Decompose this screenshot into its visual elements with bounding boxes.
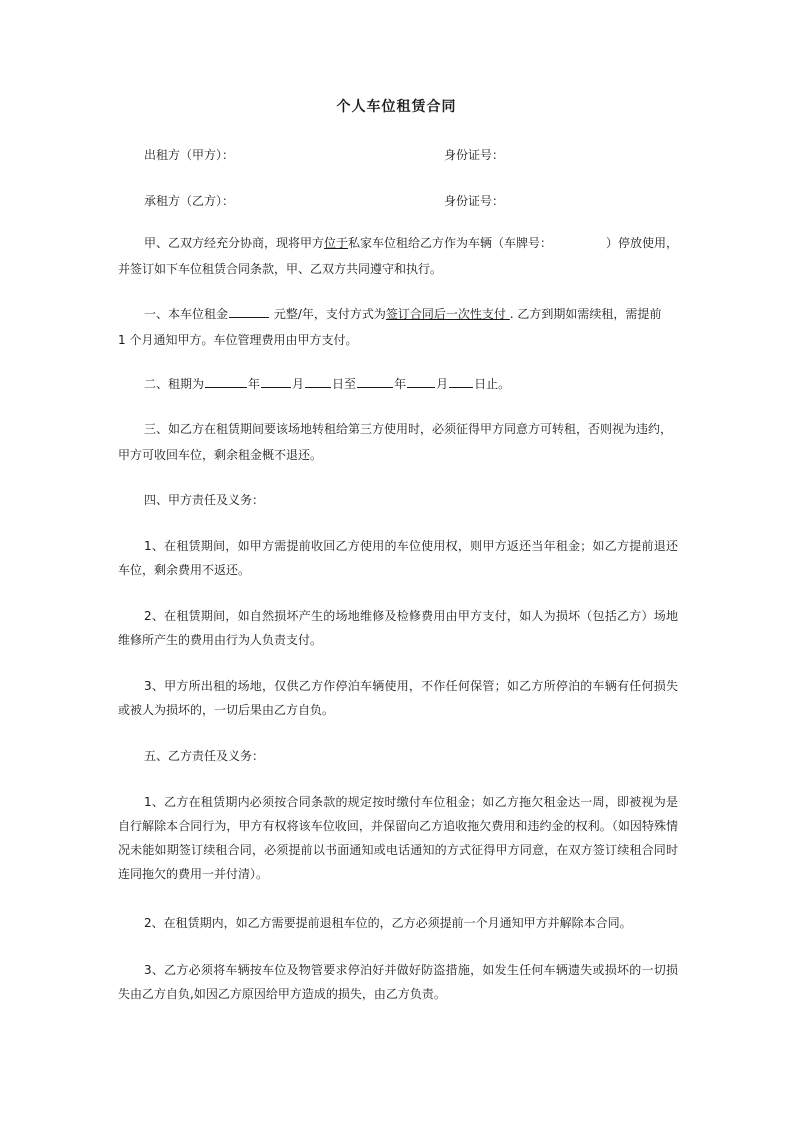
clause-2-year2: 年 xyxy=(394,377,407,391)
intro-underlined: 位于 xyxy=(324,236,349,250)
section-5-item-3-text: 3、乙方必须将车辆按车位及物管要求停泊好并做好防盗措施，如发生任何车辆遗失或损坏的一切损失由乙方自负,如因乙方原因给甲方造成的损失，由乙方负责。 xyxy=(118,963,678,1001)
section-4-heading xyxy=(118,488,678,512)
end-month-blank[interactable] xyxy=(407,374,435,388)
intro-line-2: 并签订如下车位租赁合同条款，甲、乙双方共同遵守和执行。 xyxy=(118,262,443,276)
intro-text-1: 甲、乙双方经充分协商，现将甲方 xyxy=(144,236,325,250)
clause-2-line xyxy=(118,372,678,396)
intro-line-1 xyxy=(118,231,678,255)
end-day-blank[interactable] xyxy=(449,374,473,388)
lessee-label: 承租方（乙方）： xyxy=(144,194,235,208)
section-5-heading xyxy=(118,744,678,768)
clause-2-day-to: 日至 xyxy=(332,377,357,391)
section-4-item-2-text: 2、在租赁期间，如自然损坏产生的场地维修及检修费用由甲方支付，如人为损坏（包括乙方）场地维修所产生的费用由行为人负责支付。 xyxy=(118,609,678,647)
lessor-label: 出租方（甲方）： xyxy=(144,148,235,162)
section-5-item-1-text: 1、乙方在租赁期内必须按合同条款的规定按时缴付车位租金；如乙方拖欠租金达一周，即被视为是自行解除本合同行为，甲方有权将该车位收回，并保留向乙方追收拖欠费用和违约金的权利。（如因特殊情况未能如期签订续租合同，必须提前以书面通知或电话通知的方式征得甲方同意，在双方签订续租合同时连同拖欠的费用一并付清）。 xyxy=(118,795,678,881)
end-year-blank[interactable] xyxy=(357,374,393,388)
document-title: 个人车位租赁合同 xyxy=(336,99,457,115)
section-5-item-2-text: 2、在租赁期内，如乙方需要提前退租车位的，乙方必须提前一个月通知甲方并解除本合同。 xyxy=(144,916,632,930)
clause-1-line-1 xyxy=(118,302,678,326)
clause-1-text-b: 元整/年，支付方式为 xyxy=(273,307,386,321)
clause-3-line-1 xyxy=(118,417,678,441)
section-4-heading-text: 四、甲方责任及义务： xyxy=(144,493,265,507)
section-4-item-3 xyxy=(118,674,678,722)
clause-3-line-2: 甲方可收回车位，剩余租金概不退还。 xyxy=(118,448,323,462)
section-4-item-1-text: 1、在租赁期间，如甲方需提前收回乙方使用的车位使用权，则甲方返还当年租金；如乙方提前退还车位，剩余费用不返还。 xyxy=(118,539,678,577)
clause-1-text-a: 一、本车位租金 xyxy=(144,307,229,321)
intro-text-3: ）停放使用， xyxy=(606,236,679,250)
clause-2-text-a: 二、租期为 xyxy=(144,377,205,391)
clause-2-month: 月 xyxy=(292,377,305,391)
section-5-item-1 xyxy=(118,790,678,886)
clause-2-month2: 月 xyxy=(436,377,449,391)
rent-blank[interactable] xyxy=(229,304,269,318)
section-5-item-2 xyxy=(118,911,678,935)
clause-1-line-2: 1 个月通知甲方。车位管理费用由甲方支付。 xyxy=(118,333,358,347)
payment-method: 签订合同后一次性支付 xyxy=(385,307,506,321)
clause-1-text-c: . 乙方到期如需续租，需提前 xyxy=(509,307,662,321)
clause-3-text-1: 三、如乙方在租赁期间要该场地转租给第三方使用时，必须征得甲方同意方可转租，否则视为违约， xyxy=(144,422,673,436)
section-5-heading-text: 五、乙方责任及义务： xyxy=(144,749,265,763)
start-day-blank[interactable] xyxy=(305,374,331,388)
clause-2-year: 年 xyxy=(248,377,261,391)
intro-text-2: 私家车位租给乙方作为车辆（车牌号： xyxy=(348,236,553,250)
start-year-blank[interactable] xyxy=(205,374,247,388)
section-5-item-3 xyxy=(118,958,678,1006)
start-month-blank[interactable] xyxy=(261,374,291,388)
clause-2-end: 日止。 xyxy=(474,377,511,391)
section-4-item-2 xyxy=(118,604,678,652)
lessee-id-label: 身份证号： xyxy=(444,194,505,208)
section-4-item-3-text: 3、甲方所出租的场地，仅供乙方作停泊车辆使用，不作任何保管；如乙方所停泊的车辆有任何损失或被人为损坏的，一切后果由乙方自负。 xyxy=(118,679,678,717)
section-4-item-1 xyxy=(118,534,678,582)
lessor-id-label: 身份证号： xyxy=(444,148,505,162)
